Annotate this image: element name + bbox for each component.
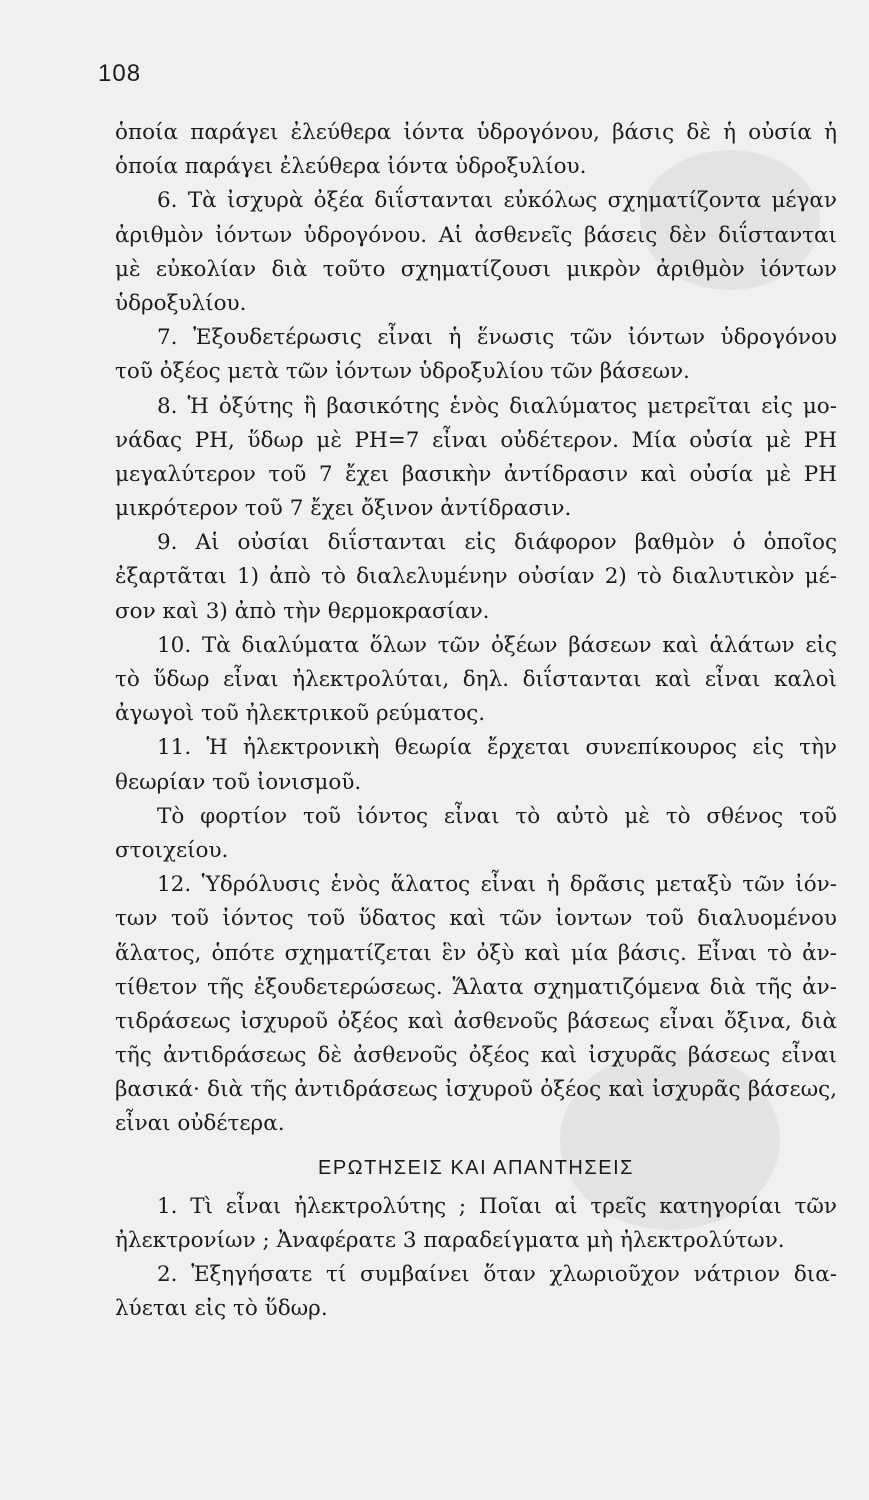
text-line: τίθετον τῆς ἐξουδετερώσεως. Ἅλατα σχηματιζόμενα διὰ τῆς ἀν- (115, 974, 837, 1000)
text-line: νάδας PH, ὕδωρ μὲ PH=7 εἶναι οὐδέτερον. Μία οὐσία μὲ PH (115, 427, 837, 453)
text-line: εἶναι οὐδέτερα. (115, 1111, 285, 1137)
text-line: μεγαλύτερον τοῦ 7 ἔχει βασικὴν ἀντίδρασιν καὶ οὐσία μὲ PH (115, 461, 837, 487)
text-line: ὑδροξυλίου. (115, 290, 247, 316)
text-line: ἅλατος, ὁπότε σχηματίζεται ἓν ὀξὺ καὶ μία βάσις. Εἶναι τὸ ἀν- (115, 940, 837, 966)
text-line: των τοῦ ἰόντος τοῦ ὕδατος καὶ τῶν ἰοντων τοῦ διαλυομένου (115, 906, 837, 932)
question-line: ἠλεκτρονίων ; Ἀναφέρατε 3 παραδείγματα μὴ ἠλεκτρολύτων. (115, 1228, 785, 1253)
text-line: 11. Ἡ ἠλεκτρονικὴ θεωρία ἔρχεται συνεπίκουρος εἰς τὴν (157, 735, 837, 761)
text-line: τὸ ὕδωρ εἶναι ἠλεκτρολύται, δηλ. διΐστανται καὶ εἶναι καλοὶ (115, 667, 837, 692)
text-line: στοιχείου. (115, 837, 229, 863)
text-line: 9. Αἱ οὐσίαι διΐστανται εἰς διάφορον βαθμὸν ὁ ὁποῖος (157, 530, 837, 556)
question-line: 2. Ἐξηγήσατε τί συμβαίνει ὅταν χλωριοῦχον νάτριον δια- (157, 1262, 837, 1288)
text-line: τιδράσεως ἰσχυροῦ ὀξέος καὶ ἀσθενοῦς βάσεως εἶναι ὄξινα, διὰ (115, 1008, 837, 1034)
text-line: ἀριθμὸν ἰόντων ὑδρογόνου. Αἱ ἀσθενεῖς βάσεις δὲν διΐστανται (115, 222, 837, 248)
text-line: μικρότερον τοῦ 7 ἔχει ὄξινον ἀντίδρασιν. (115, 496, 572, 522)
section-heading: ΕΡΩΤΗΣΕΙΣ ΚΑΙ ΑΠΑΝΤΗΣΕΙΣ (317, 1156, 634, 1179)
text-line: 8. Ἡ ὀξύτης ἢ βασικότης ἑνὸς διαλύματος μετρεῖται εἰς μο- (157, 393, 837, 419)
text-line: θεωρίαν τοῦ ἰονισμοῦ. (115, 769, 362, 795)
question-line: λύεται εἰς τὸ ὕδωρ. (115, 1296, 328, 1322)
text-line: βασικά· διὰ τῆς ἀντιδράσεως ἰσχυροῦ ὀξέος καὶ ἰσχυρᾶς βάσεως, (115, 1077, 837, 1103)
text-line: τοῦ ὀξέος μετὰ τῶν ἰόντων ὑδροξυλίου τῶν βάσεων. (115, 359, 690, 385)
text-line: ἐξαρτᾶται 1) ἀπὸ τὸ διαλελυμένην οὐσίαν 2) τὸ διαλυτικὸν μέ- (115, 564, 837, 590)
page-body-text (115, 116, 837, 1327)
page-number: 108 (98, 60, 142, 87)
text-line: ὁποία παράγει ἐλεύθερα ἰόντα ὑδρογόνου, βάσις δὲ ἡ οὐσία ἡ (115, 120, 837, 145)
text-line: σον καὶ 3) ἀπὸ τὴν θερμοκρασίαν. (115, 598, 490, 624)
text-line: τῆς ἀντιδράσεως δὲ ἀσθενοῦς ὀξέος καὶ ἰσχυρᾶς βάσεως εἶναι (115, 1043, 837, 1069)
question-line: 1. Τὶ εἶναι ἠλεκτρολύτης ; Ποῖαι αἱ τρεῖς κατηγορίαι τῶν (157, 1193, 837, 1219)
text-line: 6. Τὰ ἰσχυρὰ ὀξέα διΐστανται εὐκόλως σχηματίζοντα μέγαν (157, 188, 837, 214)
text-line: 10. Τὰ διαλύματα ὅλων τῶν ὀξέων βάσεων καὶ ἁλάτων εἰς (157, 632, 837, 658)
text-line: Τὸ φορτίον τοῦ ἰόντος εἶναι τὸ αὐτὸ μὲ τὸ σθένος τοῦ (157, 803, 837, 829)
text-line: μὲ εὐκολίαν διὰ τοῦτο σχηματίζουσι μικρὸν ἀριθμὸν ἰόντων (115, 256, 837, 282)
text-line: 7. Ἐξουδετέρωσις εἶναι ἡ ἕνωσις τῶν ἰόντων ὑδρογόνου (157, 325, 837, 351)
text-line: 12. Ὑδρόλυσις ἑνὸς ἅλατος εἶναι ἡ δρᾶσις μεταξὺ τῶν ἰόν- (157, 872, 837, 898)
text-line: ἀγωγοὶ τοῦ ἠλεκτρικοῦ ρεύματος. (115, 701, 486, 727)
text-line: ὁποία παράγει ἐλεύθερα ἰόντα ὑδροξυλίου. (115, 154, 587, 180)
